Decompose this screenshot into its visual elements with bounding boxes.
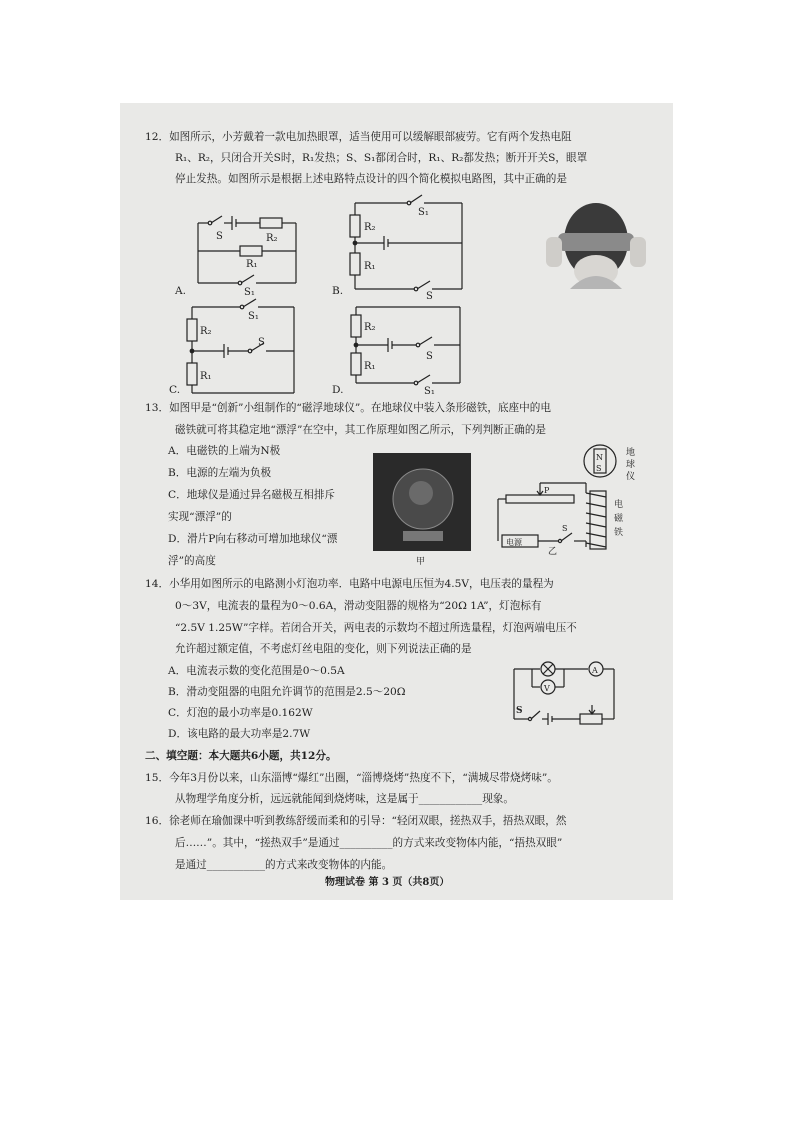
circuit-b-label-s1: S₁: [418, 207, 429, 218]
q15-line1: 15．今年3月份以来，山东淄博“爆红”出圈，“淄博烧烤”热度不下，“满城尽带烧烤味”。: [145, 772, 558, 784]
globe-label-n: N: [596, 453, 603, 462]
circuit-a-label-r2: R₂: [266, 233, 278, 244]
q13-option-d2: 浮”的高度: [168, 555, 216, 567]
q12-option-b: B.: [332, 285, 344, 297]
electromagnet-diagram: [490, 441, 640, 556]
lamp-power-circuit: [510, 655, 620, 730]
circuit-a-label-s: S: [216, 231, 223, 242]
circuit-b-label-s: S: [426, 291, 433, 302]
q13-option-c2: 实现“漂浮”的: [168, 511, 232, 523]
exam-page: [120, 103, 673, 900]
q14-option-d: D．该电路的最大功率是2.7W: [168, 728, 311, 740]
source-label: 电源: [506, 538, 522, 547]
globe-label-s: S: [596, 464, 602, 473]
circuit-b-label-r2: R₂: [364, 222, 376, 233]
q16-line2: 后……”。其中，“搓热双手”是通过__________的方式来改变物体内能，“捂热双眼”: [175, 837, 563, 849]
magnet-label-3: 铁: [614, 528, 624, 538]
q12-option-c: C.: [169, 384, 181, 396]
magnet-label-2: 磁: [614, 514, 624, 524]
section-fill-in-title: 二、填空题：本大题共6小题，共12分。: [145, 750, 337, 762]
q13-option-d1: D．滑片P向右移动可增加地球仪“漂: [168, 533, 338, 545]
circuit-d-label-s: S: [426, 351, 433, 362]
q16-line3: 是通过___________的方式来改变物体的内能。: [175, 859, 393, 871]
circuit-d-label-r1: R₁: [364, 361, 376, 372]
eye-mask-photo: [540, 193, 650, 293]
circuit-d: [352, 301, 472, 401]
page-footer: 物理试卷 第 3 页（共8页）: [325, 877, 450, 888]
q12-line3: 停止发热。如图所示是根据上述电路特点设计的四个简化模拟电路图，其中正确的是: [175, 173, 567, 185]
q16-line1: 16．徐老师在瑜伽课中听到教练舒缓而柔和的引导：“轻闭双眼，搓热双手，捂热双眼，然: [145, 815, 567, 827]
circuit-a: [180, 201, 310, 296]
ammeter-label: A: [592, 666, 598, 675]
q15-line2: 从物理学角度分析，远远就能闻到烧烤味，这是属于____________现象。: [175, 793, 514, 805]
circuit-b-label-r1: R₁: [364, 261, 376, 272]
q12-option-d: D.: [332, 384, 344, 396]
q14-line1: 14．小华用如图所示的电路测小灯泡功率．电路中电源电压恒为4.5V，电压表的量程为: [145, 578, 554, 590]
circuit-c-label-s1: S₁: [248, 311, 259, 322]
q14-line3: “2.5V 1.25W”字样。若闭合开关，两电表的示数均不超过所选量程，灯泡两端电压不: [175, 622, 577, 634]
circuit-c-label-s: S: [258, 337, 265, 348]
q14-line4: 允许超过额定值，不考虑灯丝电阻的变化，则下列说法正确的是: [175, 643, 472, 655]
circuit-c: [186, 299, 306, 399]
slider-label-p: P: [544, 486, 550, 495]
circuit-a-label-r1: R₁: [246, 259, 258, 270]
circuit-d-label-r2: R₂: [364, 322, 376, 333]
q12-line2: R₁、R₂，只闭合开关S时，R₁发热；S、S₁都闭合时，R₁、R₂都发热；断开开关S，眼罩: [175, 152, 588, 164]
circuit-b: [352, 195, 472, 302]
voltmeter-label: V: [544, 684, 550, 693]
caption-yi: 乙: [548, 547, 558, 557]
q14-option-b: B．滑动变阻器的电阻允许调节的范围是2.5～20Ω: [168, 686, 406, 698]
q14-option-c: C．灯泡的最小功率是0.162W: [168, 707, 313, 719]
circuit-c-label-r2: R₂: [200, 326, 212, 337]
globe-label-3: 仪: [626, 472, 636, 482]
circuit-c-label-r1: R₁: [200, 371, 212, 382]
switch-label-s-q14: S: [516, 706, 523, 716]
q14-option-a: A．电流表示数的变化范围是0～0.5A: [168, 665, 345, 677]
globe-label-2: 球: [626, 460, 636, 470]
q13-option-a: A．电磁铁的上端为N极: [168, 445, 281, 457]
q13-line1: 13．如图甲是“创新”小组制作的“磁浮地球仪”。在地球仪中装入条形磁铁，底座中的电: [145, 402, 551, 414]
q12-option-a: A.: [175, 285, 187, 297]
q13-option-b: B．电源的左端为负极: [168, 467, 272, 479]
circuit-d-label-s1: S₁: [424, 386, 435, 397]
globe-label-1: 地: [626, 448, 636, 458]
q14-line2: 0～3V，电流表的量程为0～0.6A，滑动变阻器的规格为“20Ω 1A”，灯泡标有: [175, 600, 542, 612]
q13-line2: 磁铁就可将其稳定地“漂浮”在空中，其工作原理如图乙所示，下列判断正确的是: [175, 424, 547, 436]
magnetic-globe-photo: [373, 453, 471, 551]
q13-option-c1: C．地球仪是通过异名磁极互相排斥: [168, 489, 336, 501]
caption-jia: 甲: [416, 557, 426, 567]
magnet-label-1: 电: [614, 500, 624, 510]
switch-label-s: S: [562, 524, 568, 533]
circuit-a-label-s1: S₁: [244, 287, 255, 298]
q12-line1: 12．如图所示，小芳戴着一款电加热眼罩，适当使用可以缓解眼部疲劳。它有两个发热电阻: [145, 131, 572, 143]
